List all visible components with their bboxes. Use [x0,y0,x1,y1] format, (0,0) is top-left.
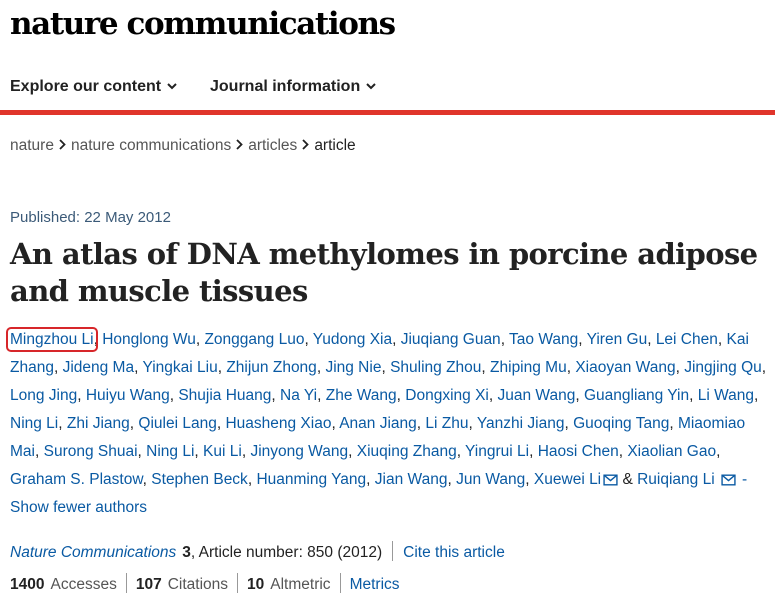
author-link[interactable]: Anan Jiang [339,415,417,432]
metrics-divider [237,573,238,593]
author-link[interactable]: Jinyong Wang [250,443,349,460]
author-link-highlighted[interactable]: Mingzhou Li [10,331,94,348]
author-link[interactable]: Honglong Wu [102,331,196,348]
author-link[interactable]: Juan Wang [497,387,576,404]
author-link[interactable]: Zhi Jiang [66,415,130,432]
author-link[interactable]: Ning Li [10,415,59,432]
author-link[interactable]: Xuewei Li [533,471,602,488]
chevron-right-icon [236,139,243,150]
altmetric-count: 10 [247,576,265,593]
author-link[interactable]: Zonggang Luo [204,331,305,348]
author-link[interactable]: Guoqing Tang [573,415,670,432]
citations-label: Citations [167,576,229,593]
nav-explore-content[interactable] [10,78,177,96]
author-link[interactable]: Jian Wang [374,471,448,488]
accesses-label: Accesses [50,576,117,593]
author-link[interactable]: Stephen Beck [151,471,248,488]
author-link[interactable]: Dongxing Xi [405,387,489,404]
meta-divider [392,541,393,561]
mail-icon[interactable] [603,474,618,486]
accesses-count: 1400 [10,576,45,593]
author-link-last[interactable]: Ruiqiang Li [637,471,715,488]
author-link[interactable]: Lei Chen [655,331,718,348]
breadcrumb-nature-communications[interactable]: nature communications [70,137,232,154]
author-link[interactable]: Li Zhu [425,415,469,432]
author-link[interactable]: Kai Zhang [10,331,749,376]
breadcrumb [10,137,356,155]
journal-name-link[interactable]: Nature Communications [10,544,177,561]
author-link[interactable]: Yingrui Li [465,443,530,460]
author-link[interactable]: Yingkai Liu [142,359,218,376]
author-link[interactable]: Jing Nie [325,359,382,376]
main-nav [0,66,775,110]
author-list: Mingzhou Li, Honglong Wu, Zonggang Luo, Yudong Xia, Jiuqiang Guan, Tao Wang, Yiren Gu, Lei Chen, Kai Zhang, Jideng Ma, Yingkai Liu, Zhijun Zhong, Jing Nie, Shuling Zhou, Zhiping Mu, Xiaoyan Wang, Jingjing Qu, Long Jing, Huiyu Wang, Shujia Huang, Na Yi, Zhe Wang, Dongxing Xi, Juan Wang, Guangliang Yin, Li Wang, Ning Li, Zhi Jiang, Qiulei Lang, Huasheng Xiao, Anan Jiang, Li Zhu, Yanzhi Jiang, Guoqing Tang, Miaomiao Mai, Surong Shuai, Ning Li, Kui Li, Jinyong Wang, Xiuqing Zhang, Yingrui Li, Haosi Chen, Xiaolian Gao, Graham S. Plastow, Stephen Beck, Huanming Yang, Jian Wang, Jun Wang, Xuewei Li & Ruiqiang Li -Show fewer authors [10,331,767,516]
author-link[interactable]: Ning Li [146,443,195,460]
chevron-right-icon [302,139,309,150]
nav-journal-information[interactable] [210,78,376,96]
author-link[interactable]: Yanzhi Jiang [476,415,565,432]
breadcrumb-articles[interactable]: articles [248,137,298,154]
author-link[interactable]: Yudong Xia [312,331,393,348]
journal-logo[interactable]: nature communications [10,6,395,42]
author-link[interactable]: Jideng Ma [62,359,135,376]
author-link[interactable]: Xiuqing Zhang [356,443,457,460]
author-link[interactable]: Kui Li [203,443,242,460]
author-link[interactable]: Zhe Wang [325,387,397,404]
breadcrumb-article: article [314,137,356,154]
author-link[interactable]: Graham S. Plastow [10,471,143,488]
nav-explore-content-label: Explore our content [10,78,162,95]
author-link[interactable]: Xiaolian Gao [627,443,717,460]
author-link[interactable]: Huiyu Wang [85,387,170,404]
author-link[interactable]: Haosi Chen [537,443,619,460]
altmetric-label: Altmetric [270,576,331,593]
breadcrumb-nature[interactable]: nature [10,137,54,154]
published-date: Published: 22 May 2012 [10,209,171,226]
author-link[interactable]: Huasheng Xiao [225,415,332,432]
metrics-link[interactable]: Metrics [349,576,400,593]
author-link[interactable]: Xiaoyan Wang [575,359,676,376]
header-accent-bar [0,110,775,115]
author-link[interactable]: Tao Wang [509,331,579,348]
author-link[interactable]: Jingjing Qu [684,359,762,376]
author-link[interactable]: Jun Wang [456,471,526,488]
article-number: , Article number: 850 (2012) [190,544,383,561]
article-meta [10,541,505,562]
chevron-right-icon [59,139,66,150]
author-link[interactable]: Zhiping Mu [490,359,567,376]
author-link[interactable]: Shujia Huang [178,387,272,404]
mail-icon[interactable] [721,474,736,486]
chevron-down-icon [366,83,376,90]
nav-journal-information-label: Journal information [210,78,361,95]
show-fewer-authors-button[interactable]: -Show fewer authors [10,471,748,516]
metrics-divider [340,573,341,593]
article-metrics [10,573,400,594]
author-link[interactable]: Long Jing [10,387,78,404]
author-link[interactable]: Li Wang [697,387,755,404]
author-link[interactable]: Huanming Yang [256,471,367,488]
chevron-down-icon [167,83,177,90]
author-joiner: & [622,471,633,488]
article-title: An atlas of DNA methylomes in porcine adipose and muscle tissues [10,237,758,308]
author-link[interactable]: Guangliang Yin [583,387,690,404]
author-link[interactable]: Surong Shuai [43,443,138,460]
author-link[interactable]: Yiren Gu [586,331,648,348]
citations-count: 107 [135,576,162,593]
cite-article-link[interactable]: Cite this article [403,544,505,561]
author-link[interactable]: Shuling Zhou [390,359,482,376]
metrics-divider [126,573,127,593]
author-link[interactable]: Jiuqiang Guan [400,331,501,348]
author-link[interactable]: Qiulei Lang [138,415,217,432]
volume-number: 3 [182,544,191,561]
author-link[interactable]: Miaomiao Mai [10,415,746,460]
author-link[interactable]: Zhijun Zhong [226,359,317,376]
author-link[interactable]: Na Yi [280,387,318,404]
